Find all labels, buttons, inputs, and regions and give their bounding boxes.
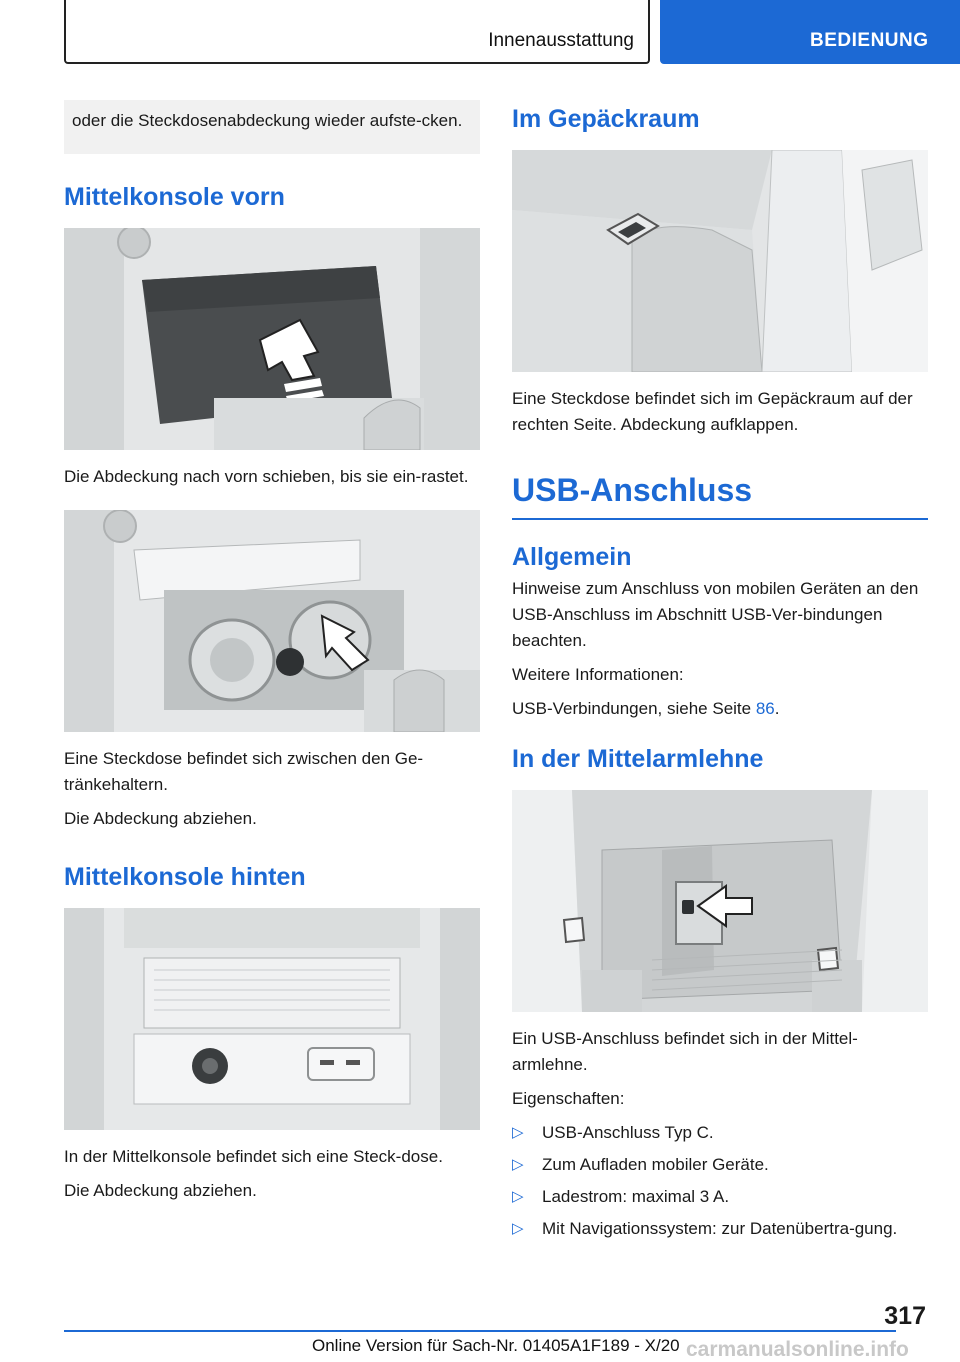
footer-version-text: Online Version für Sach-Nr. 01405A1F189 - X/20 (312, 1336, 680, 1355)
general-text: Hinweise zum Anschluss von mobilen Geräten an den USB-Anschluss im Abschnitt USB-Ver-bindungen beachten. (512, 579, 919, 650)
property-text: Ladestrom: maximal 3 A. (542, 1187, 730, 1206)
general-heading: Allgemein (512, 543, 632, 571)
rear-console-heading: Mittelkonsole hinten (64, 863, 306, 891)
properties-list (512, 1120, 928, 1242)
properties-label: Eigenschaften: (512, 1089, 625, 1108)
bullet-triangle-icon: ▷ (512, 1188, 524, 1205)
rear-console-text-1: In der Mittelkonsole befindet sich eine Steck-dose. (64, 1147, 443, 1166)
usb-reference-end: . (774, 699, 780, 718)
watermark: carmanualsonline.info (686, 1338, 909, 1361)
front-console-heading: Mittelkonsole vorn (64, 183, 285, 211)
usb-heading-rule (512, 518, 928, 520)
armrest-usb-image (512, 790, 928, 1012)
property-text: USB-Anschluss Typ C. (542, 1123, 714, 1142)
trunk-text: Eine Steckdose befindet sich im Gepäckraum auf der rechten Seite. Abdeckung aufklappen. (512, 389, 913, 434)
header-chapter-tab[interactable] (660, 0, 960, 64)
front-console-text-3: Die Abdeckung abziehen. (64, 809, 257, 828)
armrest-heading: In der Mittelarmlehne (512, 745, 764, 773)
usb-reference (512, 696, 928, 722)
bullet-triangle-icon: ▷ (512, 1124, 524, 1141)
header-chapter-title: BEDIENUNG (810, 30, 929, 51)
list-item (512, 1120, 928, 1146)
bullet-triangle-icon: ▷ (512, 1156, 524, 1173)
note-text: oder die Steckdosenabdeckung wieder aufste-cken. (72, 111, 463, 130)
rear-console-image (64, 908, 480, 1130)
front-console-text-1: Die Abdeckung nach vorn schieben, bis sie ein-rastet. (64, 467, 469, 486)
header-section-title: Innenausstattung (488, 30, 634, 51)
usb-reference-text: USB-Verbindungen, siehe Seite (512, 699, 756, 718)
armrest-text: Ein USB-Anschluss befindet sich in der Mittel-armlehne. (512, 1029, 858, 1074)
right-column (512, 100, 928, 1248)
property-text: Mit Navigationssystem: zur Datenübertra-gung. (542, 1219, 898, 1238)
trunk-socket-image (512, 150, 928, 372)
list-item (512, 1152, 928, 1178)
rear-console-text-2: Die Abdeckung abziehen. (64, 1181, 257, 1200)
front-console-text-2: Eine Steckdose befindet sich zwischen den Ge-tränkehaltern. (64, 749, 424, 794)
more-info-label: Weitere Informationen: (512, 665, 684, 684)
footer-rule (64, 1330, 896, 1332)
note-box (64, 100, 480, 154)
header-section-tab (64, 0, 650, 64)
property-text: Zum Aufladen mobiler Geräte. (542, 1155, 769, 1174)
usb-reference-page-link[interactable]: 86 (755, 699, 775, 718)
bullet-triangle-icon: ▷ (512, 1220, 524, 1237)
usb-heading: USB-Anschluss (512, 472, 753, 508)
page-number: 317 (884, 1302, 926, 1330)
trunk-heading: Im Gepäckraum (512, 105, 700, 133)
list-item (512, 1184, 928, 1210)
front-console-socket-image (64, 510, 480, 732)
left-column (64, 100, 480, 1212)
list-item (512, 1216, 928, 1242)
front-console-cover-image (64, 228, 480, 450)
